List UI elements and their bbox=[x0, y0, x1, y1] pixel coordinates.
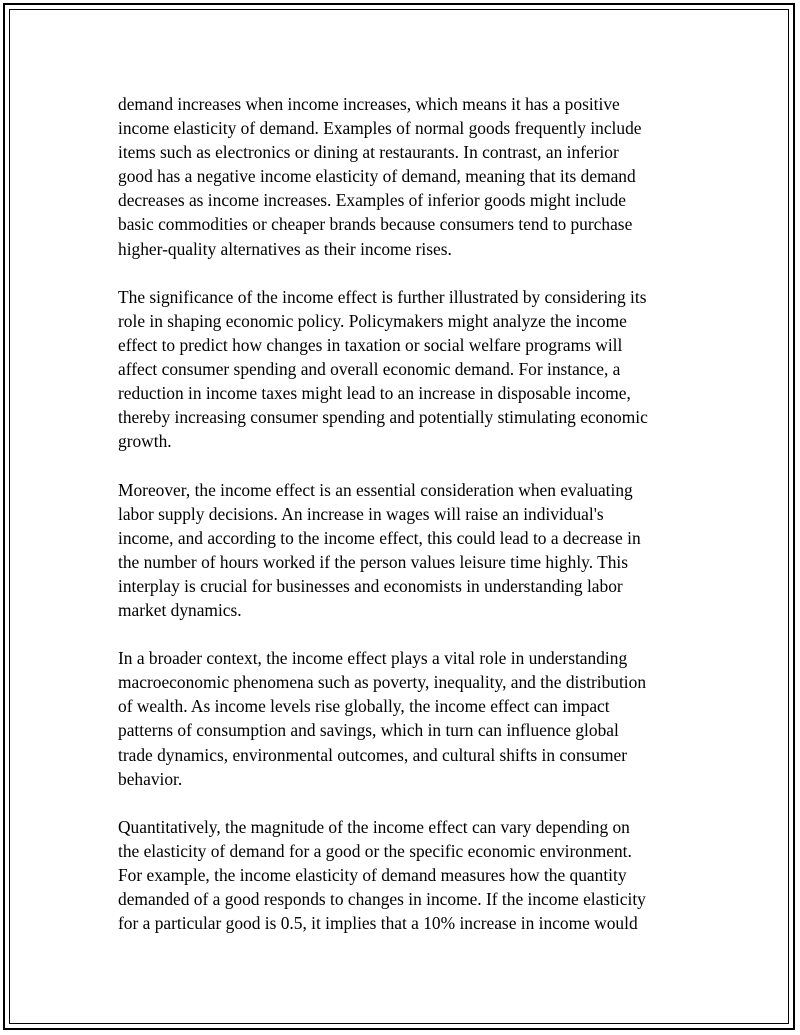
text-line: basic commodities or cheaper brands because consumers tend to purchase bbox=[118, 214, 633, 235]
text-line: growth. bbox=[118, 431, 172, 452]
text-line: behavior. bbox=[118, 768, 183, 789]
text-line: patterns of consumption and savings, which in turn can influence global bbox=[118, 720, 619, 741]
text-line: of wealth. As income levels rise globally, the income effect can impact bbox=[118, 696, 610, 717]
text-line: trade dynamics, environmental outcomes, and cultural shifts in consumer bbox=[118, 744, 628, 765]
text-line: demanded of a good responds to changes in income. If the income elasticity bbox=[118, 889, 646, 910]
text-line: market dynamics. bbox=[118, 599, 242, 620]
text-line: labor supply decisions. An increase in wages will raise an individual's bbox=[118, 503, 604, 524]
paragraph-broader-context bbox=[118, 646, 688, 791]
text-line: macroeconomic phenomena such as poverty, inequality, and the distribution bbox=[118, 672, 647, 693]
paragraph-quantitative bbox=[118, 815, 688, 935]
paragraph-economic-policy bbox=[118, 285, 688, 454]
text-line: items such as electronics or dining at restaurants. In contrast, an inferior bbox=[118, 142, 619, 163]
text-line: for a particular good is 0.5, it implies that a 10% increase in income would bbox=[118, 913, 638, 934]
text-line: Quantitatively, the magnitude of the income effect can vary depending on bbox=[118, 816, 630, 837]
text-line: income, and according to the income effect, this could lead to a decrease in bbox=[118, 527, 641, 548]
document-body bbox=[118, 92, 688, 959]
text-line: reduction in income taxes might lead to an increase in disposable income, bbox=[118, 383, 631, 404]
text-line: For example, the income elasticity of demand measures how the quantity bbox=[118, 865, 627, 885]
text-line: The significance of the income effect is further illustrated by considering its bbox=[118, 286, 647, 307]
text-line: income elasticity of demand. Examples of normal goods frequently include bbox=[118, 118, 642, 139]
paragraph-labor-supply bbox=[118, 478, 688, 623]
text-line: role in shaping economic policy. Policymakers might analyze the income bbox=[118, 310, 627, 331]
text-line: thereby increasing consumer spending and potentially stimulating economic bbox=[118, 407, 648, 428]
text-line: Moreover, the income effect is an essential consideration when evaluating bbox=[118, 479, 633, 500]
paragraph-normal-inferior-goods bbox=[118, 92, 688, 261]
text-line: the elasticity of demand for a good or the specific economic environment. bbox=[118, 840, 632, 861]
text-line: affect consumer spending and overall economic demand. For instance, a bbox=[118, 359, 621, 380]
text-line: demand increases when income increases, which means it has a positive bbox=[118, 94, 620, 114]
text-line: effect to predict how changes in taxation or social welfare programs will bbox=[118, 334, 623, 355]
text-line: the number of hours worked if the person values leisure time highly. This bbox=[118, 551, 629, 572]
text-line: higher-quality alternatives as their income rises. bbox=[118, 238, 452, 259]
text-line: good has a negative income elasticity of demand, meaning that its demand bbox=[118, 166, 636, 187]
text-line: decreases as income increases. Examples of inferior goods might include bbox=[118, 190, 627, 211]
text-line: In a broader context, the income effect plays a vital role in understanding bbox=[118, 648, 628, 669]
text-line: interplay is crucial for businesses and economists in understanding labor bbox=[118, 575, 623, 596]
